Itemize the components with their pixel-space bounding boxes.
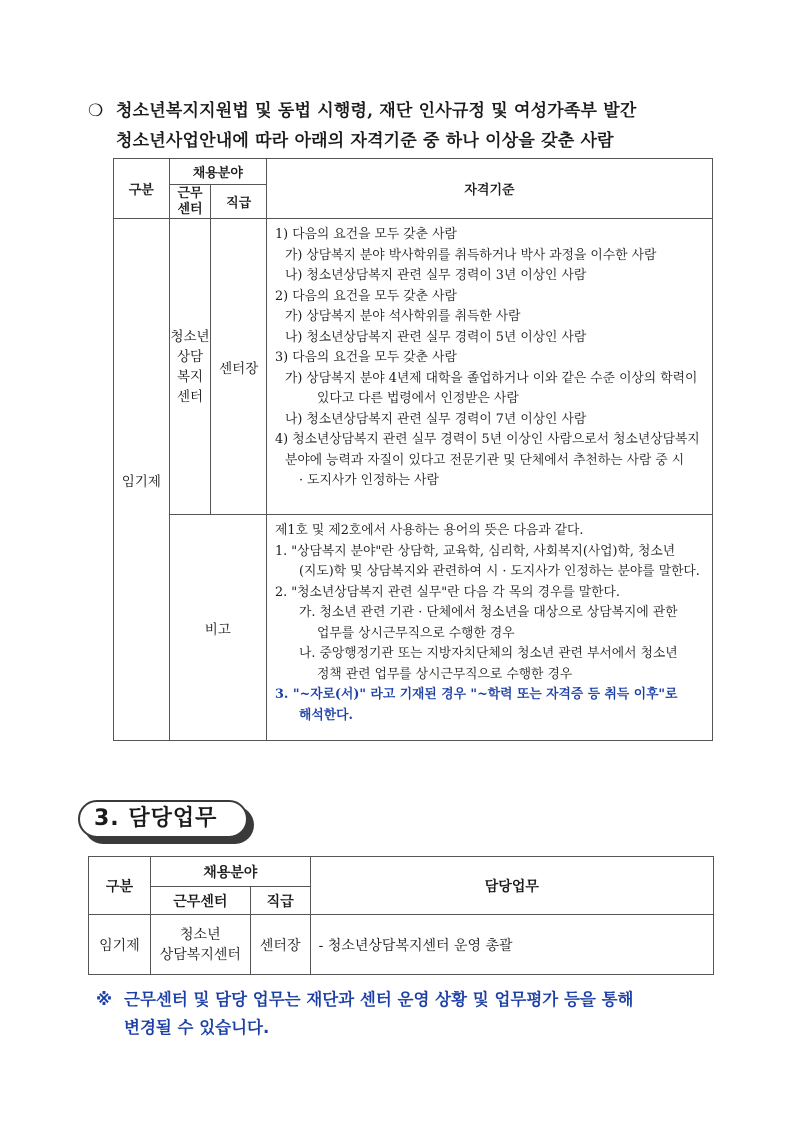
duty-header-category: 구분: [89, 857, 151, 915]
remarks-label: 비고: [169, 515, 266, 741]
header-category: 구분: [114, 159, 170, 219]
remarks-line: 1. "상담복지 분야"란 상담학, 교육학, 심리학, 사회복지(사업)학, 청소년: [275, 543, 676, 559]
duty-table: [88, 856, 714, 975]
remarks-line: 나. 중앙행정기관 또는 지방자치단체의 청소년 관련 부서에서 청소년: [299, 646, 678, 661]
remarks-line: 정책 관련 업무를 상시근무직으로 수행한 경우: [317, 666, 573, 682]
duty-row-grade: 센터장: [250, 915, 310, 975]
criteria-line: 나) 청소년상담복지 관련 실무 경력이 5년 이상인 사람: [285, 329, 587, 345]
remarks-line: 2. "청소년상담복지 관련 실무"란 다음 각 목의 경우를 말한다.: [275, 584, 620, 600]
circle-bullet-icon: ❍: [88, 101, 104, 121]
row-category: 임기제: [114, 219, 170, 741]
header-criteria: 자격기준: [267, 159, 713, 219]
criteria-list: [267, 219, 713, 515]
criteria-line: 2) 다음의 요건을 모두 갖춘 사람: [275, 288, 457, 304]
duty-row-category: 임기제: [89, 915, 151, 975]
remarks-line: 업무를 상시근무직으로 수행한 경우: [317, 625, 515, 641]
remarks-line: 가. 청소년 관련 기관 · 단체에서 청소년을 대상으로 상담복지에 관한: [299, 605, 678, 620]
intro-line-2: 청소년사업안내에 따라 아래의 자격기준 중 하나 이상을 갖춘 사람: [116, 131, 614, 151]
intro-paragraph: [88, 96, 728, 156]
remarks-line: 해석한다.: [299, 707, 353, 723]
notice-line-1: ※ 근무센터 및 담당 업무는 재단과 센터 운영 상황 및 업무평가 등을 통해: [96, 986, 726, 1014]
remarks-line: (지도)학 및 상담복지와 관련하여 시 · 도지사가 인정하는 분야를 말한다.: [299, 564, 700, 579]
criteria-line: 가) 상담복지 분야 석사학위를 취득한 사람: [285, 309, 521, 324]
duty-header-field: 채용분야: [150, 857, 310, 887]
criteria-line: 분야에 능력과 자질이 있다고 전문기관 및 단체에서 추천하는 사람 중 시: [285, 452, 685, 468]
criteria-line: 4) 청소년상담복지 관련 실무 경력이 5년 이상인 사람으로서 청소년상담복지: [275, 432, 700, 447]
reference-mark-icon: ※: [96, 990, 113, 1009]
row-center: 청소년 상담 복지 센터: [169, 219, 211, 515]
criteria-line: 가) 상담복지 분야 박사학위를 취득하거나 박사 과정을 이수한 사람: [285, 247, 657, 263]
duty-header-grade: 직급: [250, 887, 310, 915]
qualification-table: [113, 158, 713, 741]
duty-header-center: 근무센터: [150, 887, 250, 915]
header-field: 채용분야: [169, 159, 266, 185]
header-center: 근무 센터: [169, 185, 211, 219]
duty-row-center: 청소년 상담복지센터: [150, 915, 250, 975]
header-grade: 직급: [211, 185, 267, 219]
remarks-line: 제1호 및 제2호에서 사용하는 용어의 뜻은 다음과 같다.: [275, 523, 584, 538]
criteria-line: · 도지사가 인정하는 사람: [299, 473, 439, 488]
intro-line-1: ❍ 청소년복지지원법 및 동법 시행령, 재단 인사규정 및 여성가족부 발간: [88, 96, 728, 126]
remarks-list: [267, 515, 713, 741]
duty-row-duty: - 청소년상담복지센터 운영 총괄: [310, 915, 713, 975]
duty-header-duty: 담당업무: [310, 857, 713, 915]
criteria-line: 나) 청소년상담복지 관련 실무 경력이 3년 이상인 사람: [285, 268, 587, 283]
criteria-line: 1) 다음의 요건을 모두 갖춘 사람: [275, 227, 457, 242]
remarks-line: 3. "~자로(서)" 라고 기재된 경우 "~학력 또는 자격증 등 취득 이후"로: [275, 687, 678, 702]
notice-line-2: 변경될 수 있습니다.: [124, 1018, 270, 1037]
criteria-line: 있다고 다른 법령에서 인정받은 사람: [317, 391, 519, 406]
notice: [96, 986, 726, 1042]
criteria-line: 가) 상담복지 분야 4년제 대학을 졸업하거나 이와 같은 수준 이상의 학력이: [285, 370, 698, 386]
section-3-title: 3. 담당업무: [78, 800, 248, 838]
row-grade: 센터장: [211, 219, 267, 515]
criteria-line: 3) 다음의 요건을 모두 갖춘 사람: [275, 350, 457, 365]
criteria-line: 나) 청소년상담복지 관련 실무 경력이 7년 이상인 사람: [285, 411, 587, 427]
section-3-badge: [78, 800, 254, 844]
